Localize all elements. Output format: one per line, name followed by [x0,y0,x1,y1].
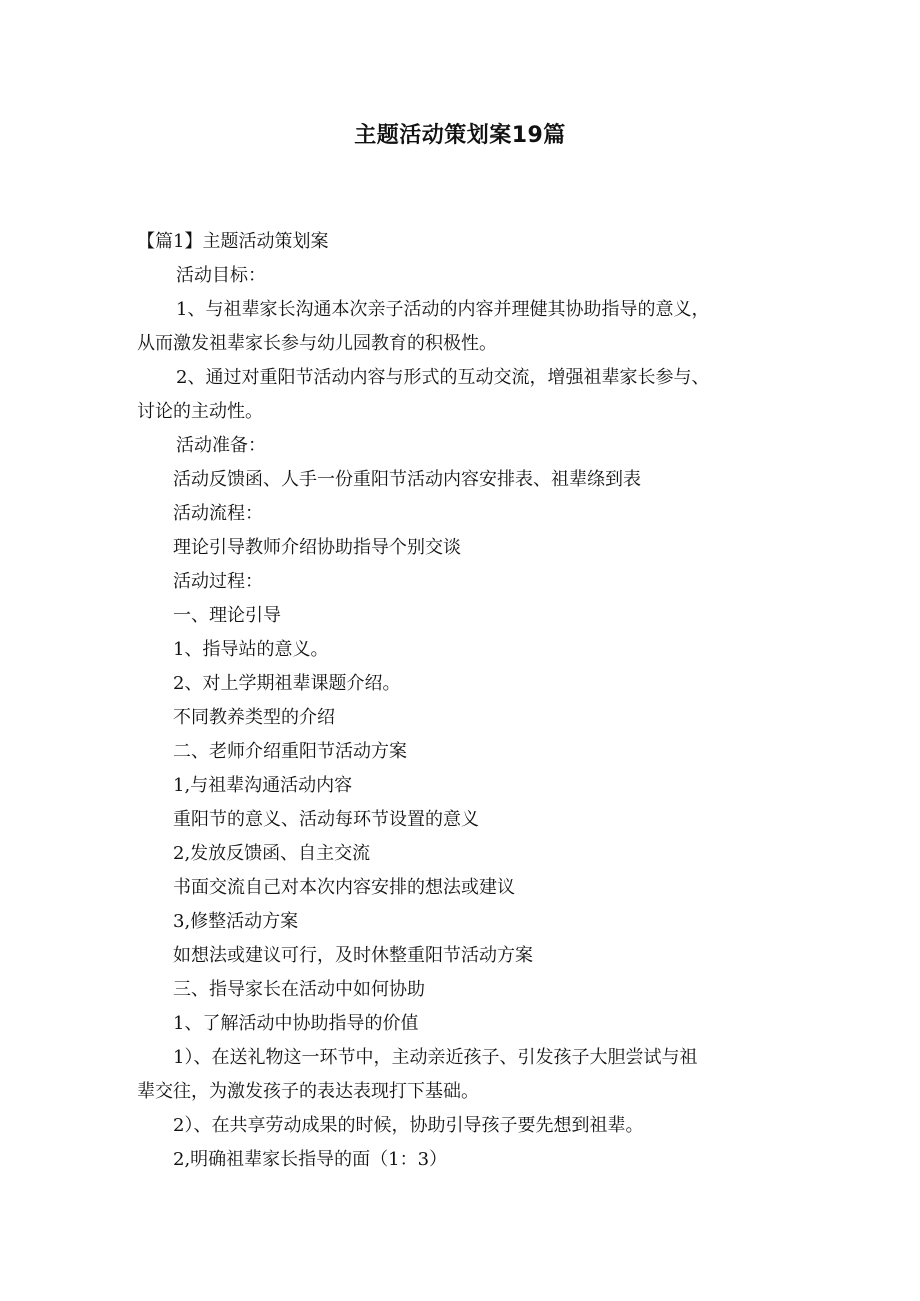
paragraph-line: 1、指导站的意义。 [173,639,329,660]
paragraph-line: 2,明确祖辈家长指导的面（1：3） [173,1149,448,1170]
paragraph-line: 书面交流自己对本次内容安排的想法或建议 [173,877,515,898]
document-title: 主题活动策划案19篇 [354,123,566,148]
paragraph-line: 从而激发祖辈家长参与幼儿园教育的积极性。 [137,333,497,354]
paragraph-line: 理论引导教师介绍协助指导个别交谈 [173,537,461,558]
paragraph-line: 活动目标： [176,265,266,286]
paragraph-line: 1、了解活动中协助指导的价值 [173,1013,419,1034]
paragraph-line: 1,与祖辈沟通活动内容 [173,775,353,796]
paragraph-line: 3,修整活动方案 [173,911,299,932]
paragraph-line: 重阳节的意义、活动每环节设置的意义 [173,809,479,830]
paragraph-line: 活动准备： [176,435,266,456]
paragraph-line: 1、与祖辈家长沟通本次亲子活动的内容并理健其协助指导的意义， [176,299,710,320]
paragraph-line: 2）、在共享劳动成果的时候，协助引导孩子要先想到祖辈。 [173,1115,644,1136]
paragraph-line: 活动过程： [173,571,263,592]
paragraph-line: 2,发放反馈函、自主交流 [173,843,371,864]
paragraph-line: 三、指导家长在活动中如何协助 [173,979,425,1000]
document-body [0,225,920,1177]
paragraph-line: 2、对上学期祖辈课题介绍。 [173,673,401,694]
paragraph-line: 1）、在送礼物这一环节中，主动亲近孩子、引发孩子大胆尝试与祖 [173,1047,698,1068]
paragraph-line: 2、通过对重阳节活动内容与形式的互动交流，增强祖辈家长参与、 [176,367,710,388]
paragraph-line: 如想法或建议可行，及时休整重阳节活动方案 [173,945,533,966]
paragraph-line: 活动反馈函、人手一份重阳节活动内容安排表、祖辈绦到表 [173,469,641,490]
paragraph-line: 辈交往，为激发孩子的表达表现打下基础。 [137,1081,479,1102]
paragraph-line: 讨论的主动性。 [137,401,263,422]
paragraph-line: 二、老师介绍重阳节活动方案 [173,741,407,762]
paragraph-line: 一、理论引导 [173,605,281,626]
paragraph-line: 不同教养类型的介绍 [173,707,335,728]
paragraph-line: 活动流程： [173,503,263,524]
article-header: 【篇1】主题活动策划案 [137,231,329,252]
